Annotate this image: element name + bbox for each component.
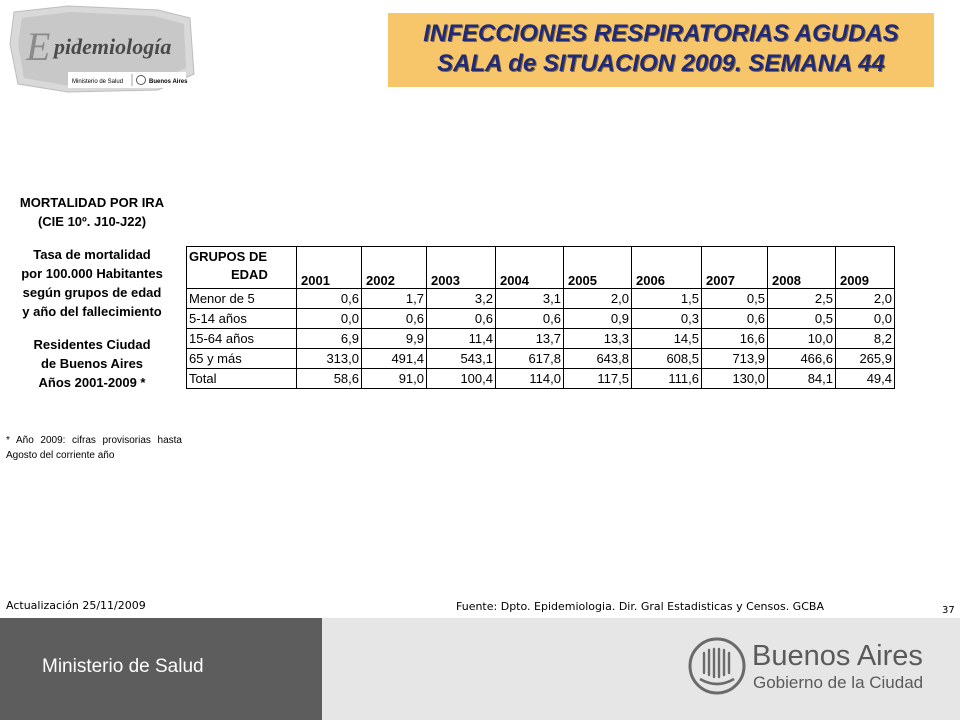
year-header: 2003	[427, 247, 496, 289]
rate-cell: 0,6	[427, 309, 496, 329]
rate-cell: 58,6	[297, 369, 362, 389]
table-row	[187, 289, 895, 309]
rate-cell: 1,5	[632, 289, 702, 309]
table-row	[187, 309, 895, 329]
rate-cell: 0,5	[768, 309, 836, 329]
year-header: 2002	[362, 247, 427, 289]
year-header: 2005	[564, 247, 632, 289]
ministry-label: Ministerio de Salud	[42, 656, 204, 677]
title-banner	[388, 13, 934, 87]
residents-line-1: Residentes Ciudad	[33, 337, 151, 352]
table-row	[187, 349, 895, 369]
rate-cell: 130,0	[702, 369, 768, 389]
rate-cell: 13,3	[564, 329, 632, 349]
rate-cell: 713,9	[702, 349, 768, 369]
rate-cell: 0,6	[702, 309, 768, 329]
residents-line-2: de Buenos Aires	[40, 356, 144, 371]
rate-cell: 0,6	[297, 289, 362, 309]
svg-text:Buenos Aires: Buenos Aires	[149, 79, 188, 85]
rate-cell: 114,0	[496, 369, 564, 389]
epidemiologia-logo-icon	[8, 4, 196, 94]
rate-cell: 84,1	[768, 369, 836, 389]
title-line-2: SALA de SITUACION 2009. SEMANA 44	[437, 50, 885, 77]
rate-line-1: Tasa de mortalidad	[33, 247, 151, 262]
rate-cell: 11,4	[427, 329, 496, 349]
rate-cell: 8,2	[836, 329, 895, 349]
update-date: Actualización 25/11/2009	[6, 599, 146, 612]
title-line-1: INFECCIONES RESPIRATORIAS AGUDAS	[423, 20, 899, 47]
year-header: 2007	[702, 247, 768, 289]
year-header: 2006	[632, 247, 702, 289]
rate-cell: 0,6	[362, 309, 427, 329]
rate-cell: 3,1	[496, 289, 564, 309]
rate-cell: 100,4	[427, 369, 496, 389]
rate-cell: 0,0	[297, 309, 362, 329]
rate-cell: 466,6	[768, 349, 836, 369]
rate-line-3: según grupos de edad	[22, 285, 162, 300]
rate-cell: 117,5	[564, 369, 632, 389]
age-group-label: 5-14 años	[187, 309, 297, 329]
rate-cell: 49,4	[836, 369, 895, 389]
rate-cell: 0,0	[836, 309, 895, 329]
buenos-aires-name: Buenos Aires	[752, 640, 923, 672]
rate-cell: 2,5	[768, 289, 836, 309]
rate-cell: 0,9	[564, 309, 632, 329]
rate-cell: 14,5	[632, 329, 702, 349]
year-header: 2001	[297, 247, 362, 289]
age-group-label: 15-64 años	[187, 329, 297, 349]
rate-cell: 1,7	[362, 289, 427, 309]
rate-cell: 543,1	[427, 349, 496, 369]
age-group-header: GRUPOS DE EDAD	[187, 247, 297, 289]
svg-text:E: E	[26, 24, 51, 69]
rate-line-2: por 100.000 Habitantes	[21, 266, 163, 281]
year-header: 2008	[768, 247, 836, 289]
table-row-total	[187, 369, 895, 389]
rate-cell: 3,2	[427, 289, 496, 309]
government-subtitle: Gobierno de la Ciudad	[753, 673, 924, 692]
table-description	[0, 193, 184, 392]
age-group-label: Total	[187, 369, 297, 389]
rate-cell: 617,8	[496, 349, 564, 369]
mortality-heading: MORTALIDAD POR IRA	[19, 195, 165, 210]
rate-cell: 313,0	[297, 349, 362, 369]
buenos-aires-seal-icon	[688, 637, 746, 695]
rate-cell: 0,5	[702, 289, 768, 309]
rate-cell: 608,5	[632, 349, 702, 369]
table-row	[187, 329, 895, 349]
rate-cell: 643,8	[564, 349, 632, 369]
mortality-table	[186, 246, 895, 389]
rate-cell: 2,0	[836, 289, 895, 309]
rate-cell: 91,0	[362, 369, 427, 389]
footnote: * Año 2009: cifras provisorias hasta Agosto del corriente año	[6, 435, 182, 461]
rate-cell: 0,3	[632, 309, 702, 329]
table-header-row	[187, 247, 895, 289]
rate-cell: 491,4	[362, 349, 427, 369]
icd-code: (CIE 10º. J10-J22)	[37, 214, 147, 229]
rate-cell: 265,9	[836, 349, 895, 369]
age-group-label: 65 y más	[187, 349, 297, 369]
rate-cell: 6,9	[297, 329, 362, 349]
rate-cell: 2,0	[564, 289, 632, 309]
age-group-label: Menor de 5	[187, 289, 297, 309]
svg-text:Ministerio de Salud: Ministerio de Salud	[72, 79, 124, 85]
rate-cell: 13,7	[496, 329, 564, 349]
rate-cell: 9,9	[362, 329, 427, 349]
rate-cell: 10,0	[768, 329, 836, 349]
rate-cell: 0,6	[496, 309, 564, 329]
residents-line-3: Años 2001-2009 *	[38, 375, 146, 390]
rate-line-4: y año del fallecimiento	[22, 304, 162, 319]
year-header: 2004	[496, 247, 564, 289]
rate-cell: 16,6	[702, 329, 768, 349]
data-source: Fuente: Dpto. Epidemiologia. Dir. Gral Estadisticas y Censos. GCBA	[456, 600, 824, 613]
svg-text:pidemiología: pidemiología	[54, 34, 172, 59]
year-header: 2009	[836, 247, 895, 289]
page-number: 37	[942, 605, 955, 616]
rate-cell: 111,6	[632, 369, 702, 389]
